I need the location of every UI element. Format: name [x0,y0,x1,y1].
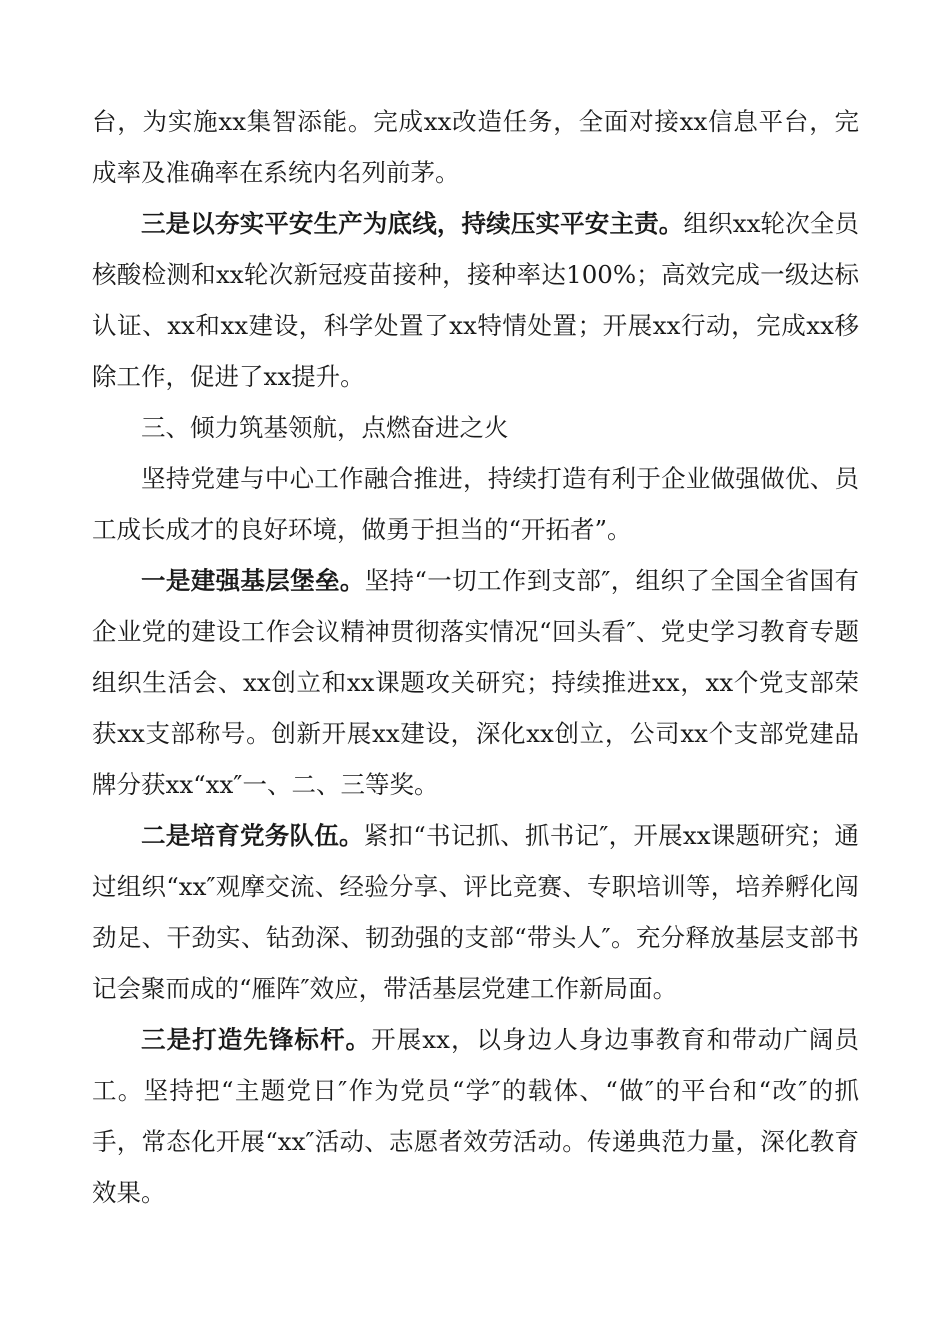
paragraph-pioneer [92,1014,859,1218]
paragraph-text: 紧扣“书记抓、抓书记″，开展xx课题研究；通过组织“xx″观摩交流、经验分享、评比竞赛、专职培训等，培养孵化闯劲足、干劲实、钻劲深、韧劲强的支部“带头人″。充分释放基层支部书记会聚而成的“雁阵″效应，带活基层党建工作新局面。 [92,821,860,1003]
paragraph-continuation [92,96,859,198]
paragraph-team [92,810,859,1014]
paragraph-lead: 三是以夯实平安生产为底线，持续压实平安主责。 [141,209,684,238]
paragraph-safety [92,198,859,402]
paragraph-lead: 一是建强基层堡垒。 [141,566,365,595]
paragraph-lead: 三是打造先锋标杆。 [141,1025,372,1054]
section-heading: 三、倾力筑基领航，点燃奋进之火 [141,413,509,442]
paragraph-text: 开展xx，以身边人身边事教育和带动广阔员工。坚持把“主题党日″作为党员“学″的载体、“做″的平台和“改″的抓手，常态化开展“xx″活动、志愿者效劳活动。传递典范力量，深化教育效果。 [92,1025,859,1207]
paragraph-text: 坚持“一切工作到支部″，组织了全国全省国有企业党的建设工作会议精神贯彻落实情况“回头看″、党史学习教育专题组织生活会、xx创立和xx课题攻关研究；持续推进xx，xx个党支部荣获xx支部称号。创新开展xx建设，深化xx创立，公司xx个支部党建品牌分获xx“xx″一、二、三等奖。 [92,566,859,799]
paragraph-intro [92,453,859,555]
paragraph-text: 台，为实施xx集智添能。完成xx改造任务，全面对接xx信息平台，完成率及准确率在系统内名列前茅。 [92,107,859,187]
paragraph-grassroots [92,555,859,810]
paragraph-text: 坚持党建与中心工作融合推进，持续打造有利于企业做强做优、员工成长成才的良好环境，做勇于担当的“开拓者”。 [92,464,859,544]
paragraph-text: 组织xx轮次全员核酸检测和xx轮次新冠疫苗接种，接种率达100%；高效完成一级达标认证、xx和xx建设，科学处置了xx特情处置；开展xx行动，完成xx移除工作，促进了xx提升。 [92,209,860,391]
document-body [92,96,859,1218]
paragraph-lead: 二是培育党务队伍。 [141,821,364,850]
